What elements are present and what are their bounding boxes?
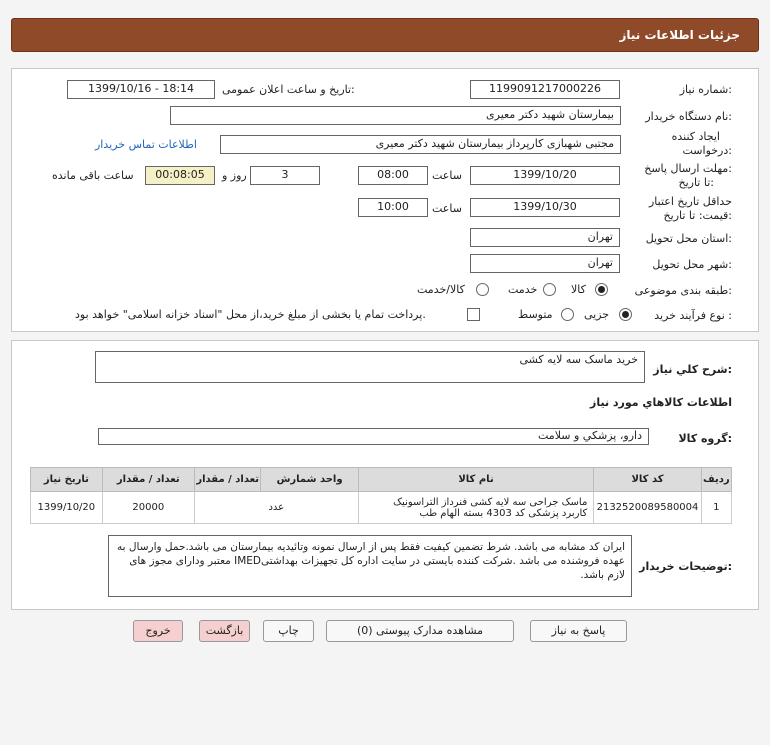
exit-button[interactable]: خروج bbox=[133, 620, 183, 642]
creator-field: مجتبی شهبازی کارپرداز بیمارستان شهید دکتر معیری bbox=[220, 135, 621, 154]
cell-name: ماسک جراحی سه لایه کشی فنرداز التراسونیک کاربرد پزشکی کد 4303 بسته الهام طب bbox=[358, 492, 594, 524]
th-idx: ردیف bbox=[701, 468, 731, 492]
days-label: روز و bbox=[222, 169, 247, 182]
city-label: شهر محل تحویل: bbox=[652, 258, 732, 271]
category-radio-goods[interactable] bbox=[595, 283, 608, 296]
th-count: تعداد / مقدار bbox=[194, 468, 261, 492]
th-name: نام کالا bbox=[358, 468, 594, 492]
treasury-checkbox[interactable] bbox=[467, 308, 480, 321]
cell-code: 2132520089580004 bbox=[594, 492, 701, 524]
category-label: طبقه بندی موضوعی: bbox=[634, 284, 732, 297]
announce-field: 1399/10/16 - 18:14 bbox=[67, 80, 215, 99]
deadline-label-2: تا تاریخ: bbox=[678, 176, 714, 189]
category-option-both: کالا/خدمت bbox=[417, 283, 465, 296]
notes-field: ایران کد مشابه می باشد. شرط تضمین کیفیت فقط پس از ارسال نمونه وتائیدیه بیمارستان می باشد.حمل وارسال به عهده فروشنده می باشد .شرکت کننده بایستی در سایت اداره کل تجهیزات بهداشتیIMED معتبر ودارای مجوز های لازم باشد. bbox=[108, 535, 632, 597]
city-field: تهران bbox=[470, 254, 620, 273]
th-code: کد کالا bbox=[594, 468, 701, 492]
th-date: تاریخ نیاز bbox=[31, 468, 103, 492]
deadline-label-1: مهلت ارسال پاسخ: bbox=[644, 162, 732, 175]
th-unit: واحد شمارش bbox=[261, 468, 358, 492]
process-option-medium: متوسط bbox=[518, 308, 553, 321]
cell-date: 1399/10/20 bbox=[31, 492, 103, 524]
cell-unit: عدد bbox=[194, 492, 358, 524]
back-button[interactable]: بازگشت bbox=[199, 620, 250, 642]
remaining-label: ساعت باقی مانده bbox=[52, 169, 134, 182]
print-button[interactable]: چاپ bbox=[263, 620, 314, 642]
remaining-time-field: 00:08:05 bbox=[145, 166, 215, 185]
announce-label: تاریخ و ساعت اعلان عمومی: bbox=[222, 83, 355, 96]
treasury-text: پرداخت تمام یا بخشی از مبلغ خرید،از محل "اسناد خزانه اسلامی" خواهد بود. bbox=[75, 308, 426, 321]
summary-label: شرح کلي نياز: bbox=[653, 363, 732, 376]
reply-button[interactable]: پاسخ به نیاز bbox=[530, 620, 627, 642]
buyer-org-field: بیمارستان شهید دکتر معیری bbox=[170, 106, 621, 125]
category-option-service: خدمت bbox=[508, 283, 538, 296]
goods-table bbox=[30, 467, 732, 524]
deadline-time-field: 08:00 bbox=[358, 166, 428, 185]
days-field: 3 bbox=[250, 166, 320, 185]
group-field: دارو، پزشکي و سلامت bbox=[98, 428, 649, 445]
validity-label-2: قیمت: تا تاریخ: bbox=[663, 209, 732, 222]
group-label: گروه کالا: bbox=[678, 432, 732, 445]
th-qty: تعداد / مقدار bbox=[102, 468, 194, 492]
page-header bbox=[11, 18, 759, 52]
process-label: نوع فرآیند خرید : bbox=[654, 309, 732, 322]
deadline-time-label: ساعت bbox=[432, 169, 462, 182]
category-radio-both[interactable] bbox=[476, 283, 489, 296]
cell-idx: 1 bbox=[701, 492, 731, 524]
page-title: جزئیات اطلاعات نیاز bbox=[619, 28, 740, 42]
validity-time-label: ساعت bbox=[432, 202, 462, 215]
category-option-goods: کالا bbox=[571, 283, 586, 296]
buyer-org-label: نام دستگاه خریدار: bbox=[645, 110, 732, 123]
province-label: استان محل تحویل: bbox=[645, 232, 732, 245]
creator-label-1: ایجاد کننده bbox=[671, 130, 720, 143]
process-radio-medium[interactable] bbox=[561, 308, 574, 321]
table-row bbox=[31, 492, 732, 524]
contact-info-link[interactable]: اطلاعات تماس خریدار bbox=[95, 138, 197, 151]
validity-date-field: 1399/10/30 bbox=[470, 198, 620, 217]
need-number-field: 1199091217000226 bbox=[470, 80, 620, 99]
category-radio-service[interactable] bbox=[543, 283, 556, 296]
notes-label: توضیحات خریدار: bbox=[639, 560, 732, 573]
attachments-button[interactable]: مشاهده مدارک پیوستی (0) bbox=[326, 620, 514, 642]
cell-qty: 20000 bbox=[102, 492, 194, 524]
summary-field: خرید ماسک سه لایه کشی bbox=[95, 351, 645, 383]
validity-label-1: حداقل تاریخ اعتبار bbox=[648, 195, 732, 208]
process-option-minor: جزیی bbox=[584, 308, 610, 321]
need-number-label: شماره نیاز: bbox=[679, 83, 732, 96]
validity-time-field: 10:00 bbox=[358, 198, 428, 217]
deadline-date-field: 1399/10/20 bbox=[470, 166, 620, 185]
process-radio-minor[interactable] bbox=[619, 308, 632, 321]
goods-section-title: اطلاعات کالاهاي مورد نياز bbox=[590, 396, 732, 409]
province-field: تهران bbox=[470, 228, 620, 247]
creator-label-2: درخواست: bbox=[682, 144, 732, 157]
